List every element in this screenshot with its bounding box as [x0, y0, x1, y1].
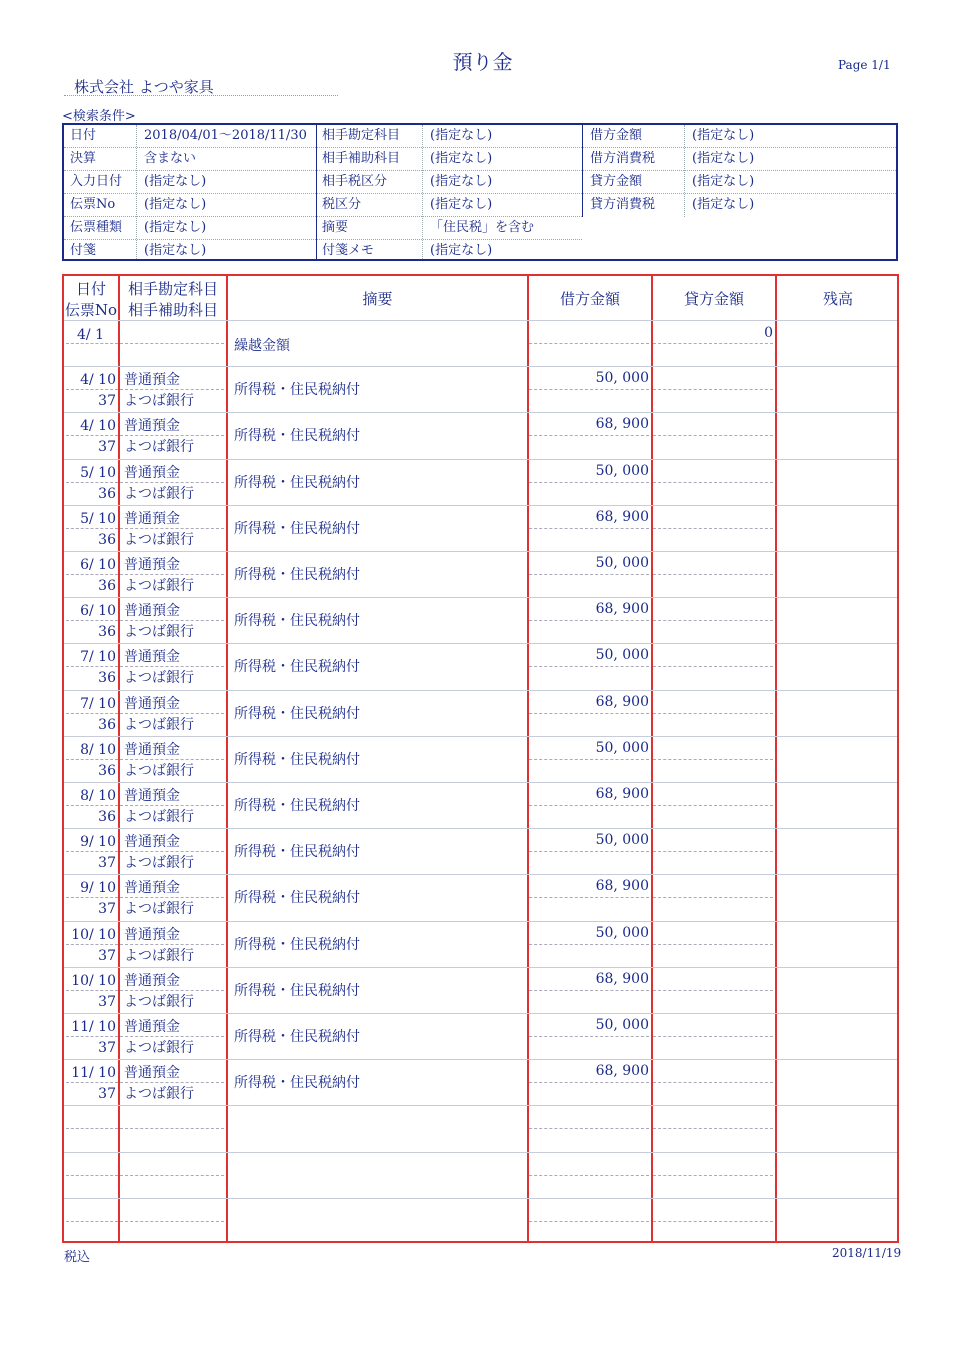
row-date: 8/ 10 [80, 788, 116, 804]
ledger-row-line [64, 1152, 897, 1153]
condition-label: 貸方消費税 [590, 197, 656, 212]
condition-label: 決算 [70, 151, 97, 166]
row-counter-sub-account: よつば銀行 [124, 1040, 194, 1056]
row-debit: 68, 900 [595, 508, 649, 525]
row-counter-account: 普通預金 [124, 880, 180, 897]
row-counter-sub-account: よつば銀行 [124, 762, 194, 779]
ledger-mid-dash [529, 343, 649, 344]
row-summary: 所得税・住民税納付 [234, 1029, 360, 1045]
ledger-mid-dash [653, 897, 773, 898]
row-counter-sub-account: よつば銀行 [124, 624, 194, 641]
ledger-mid-dash [529, 990, 649, 991]
condition-value: (指定なし) [430, 197, 493, 212]
row-summary: 所得税・住民税納付 [234, 520, 360, 537]
row-date: 11/ 10 [71, 1065, 116, 1082]
row-debit: 50, 000 [595, 924, 649, 941]
row-counter-account: 普通預金 [124, 649, 180, 666]
row-summary: 所得税・住民税納付 [234, 613, 360, 630]
ledger-mid-dash [653, 666, 773, 667]
ledger-mid-dash [653, 389, 773, 390]
ledger-mid-dash [529, 482, 649, 483]
row-debit: 50, 000 [595, 832, 649, 849]
ledger-mid-dash [653, 1036, 773, 1037]
ledger-mid-dash [529, 435, 649, 436]
row-summary: 所得税・住民税納付 [234, 428, 360, 445]
ledger-mid-dash [529, 713, 649, 714]
row-counter-account: 普通預金 [124, 834, 180, 851]
row-voucher-no: 37 [98, 947, 116, 964]
ledger-mid-dash [529, 666, 649, 667]
row-voucher-no: 36 [98, 670, 116, 687]
row-voucher-no: 37 [98, 993, 116, 1010]
row-voucher-no: 36 [98, 716, 116, 733]
ledger-mid-dash [653, 528, 773, 529]
ledger-table [62, 274, 899, 1243]
ledger-row-line [64, 1198, 897, 1199]
row-voucher-no: 36 [98, 809, 116, 825]
row-summary: 所得税・住民税納付 [234, 659, 360, 676]
condition-value: (指定なし) [430, 174, 493, 189]
ledger-mid-dash [529, 944, 649, 945]
ledger-mid-dash [529, 1036, 649, 1037]
search-conditions-box [62, 123, 898, 261]
condition-value: (指定なし) [144, 220, 207, 235]
header-summary: 摘要 [362, 290, 393, 308]
ledger-mid-dash [66, 1175, 118, 1176]
row-voucher-no: 36 [98, 531, 116, 548]
ledger-col-divider [775, 276, 777, 1241]
row-date: 6/ 10 [80, 603, 116, 620]
company-name: 株式会社 よつや家具 [74, 78, 214, 96]
ledger-mid-dash [529, 1128, 649, 1129]
ledger-mid-dash [66, 1128, 118, 1129]
ledger-mid-dash [529, 528, 649, 529]
condition-label: 相手補助科目 [322, 151, 401, 166]
ledger-col-divider [226, 276, 228, 1241]
row-date: 11/ 10 [71, 1019, 116, 1035]
header-date: 日付 [75, 280, 106, 298]
row-date: 5/ 10 [80, 510, 116, 527]
condition-value: (指定なし) [692, 151, 755, 166]
ledger-mid-dash [653, 759, 773, 760]
row-counter-sub-account: よつば銀行 [124, 485, 194, 502]
row-counter-account: 普通預金 [124, 1065, 180, 1082]
row-voucher-no: 37 [98, 439, 116, 456]
ledger-row-line [64, 1059, 897, 1060]
condition-value: (指定なし) [692, 197, 755, 212]
ledger-mid-dash [653, 1221, 773, 1222]
row-voucher-no: 36 [98, 624, 116, 641]
ledger-row-line [64, 921, 897, 922]
row-date: 9/ 10 [80, 880, 116, 897]
row-counter-account: 普通預金 [124, 603, 180, 620]
condition-value: (指定なし) [692, 128, 755, 143]
row-date: 4/ 10 [80, 372, 116, 389]
row-counter-sub-account: よつば銀行 [124, 993, 194, 1010]
ledger-row-line [64, 967, 897, 968]
condition-value: 2018/04/01～2018/11/30 [144, 128, 307, 143]
row-voucher-no: 37 [98, 1040, 116, 1056]
row-debit: 68, 900 [595, 786, 649, 802]
row-voucher-no: 37 [98, 901, 116, 918]
company-underline [64, 95, 338, 96]
condition-value: (指定なし) [144, 243, 207, 258]
row-summary: 所得税・住民税納付 [234, 567, 360, 583]
ledger-row-line [64, 505, 897, 506]
ledger-mid-dash [529, 759, 649, 760]
row-date: 7/ 10 [80, 695, 116, 712]
condition-label: 相手税区分 [322, 174, 388, 189]
row-debit: 50, 000 [595, 370, 649, 387]
row-debit: 68, 900 [595, 693, 649, 710]
ledger-mid-dash [66, 1221, 118, 1222]
row-debit: 50, 000 [595, 462, 649, 479]
ledger-mid-dash [653, 851, 773, 852]
row-counter-sub-account: よつば銀行 [124, 809, 194, 825]
condition-label: 伝票種類 [70, 220, 123, 235]
row-counter-sub-account: よつば銀行 [124, 578, 194, 594]
ledger-mid-dash [653, 343, 773, 344]
ledger-mid-dash [529, 897, 649, 898]
ledger-mid-dash [529, 805, 649, 806]
carryover-date: 4/ 1 [77, 327, 104, 343]
ledger-mid-dash [529, 574, 649, 575]
row-counter-account: 普通預金 [124, 972, 180, 989]
ledger-mid-dash [120, 343, 224, 344]
carryover-credit: 0 [764, 325, 773, 341]
ledger-mid-dash [653, 435, 773, 436]
condition-label: 日付 [70, 128, 97, 143]
row-debit: 50, 000 [595, 1017, 649, 1033]
row-date: 10/ 10 [71, 926, 116, 943]
condition-label: 摘要 [322, 220, 349, 235]
row-counter-sub-account: よつば銀行 [124, 1086, 194, 1103]
row-counter-sub-account: よつば銀行 [124, 439, 194, 456]
row-debit: 68, 900 [595, 1063, 649, 1080]
ledger-row-line [64, 1013, 897, 1014]
ledger-row-line [64, 736, 897, 737]
row-date: 5/ 10 [80, 464, 116, 481]
ledger-mid-dash [529, 1221, 649, 1222]
header-debit: 借方金額 [559, 290, 620, 308]
row-counter-account: 普通預金 [124, 372, 180, 389]
ledger-mid-dash [653, 482, 773, 483]
row-summary: 所得税・住民税納付 [234, 890, 360, 907]
header-counter-account: 相手勘定科目 [127, 280, 218, 298]
ledger-mid-dash [653, 713, 773, 714]
header-counter-sub-account: 相手補助科目 [127, 301, 218, 319]
ledger-row-line [64, 366, 897, 367]
row-counter-sub-account: よつば銀行 [124, 901, 194, 918]
ledger-mid-dash [653, 805, 773, 806]
row-summary: 所得税・住民税納付 [234, 1075, 360, 1092]
row-summary: 所得税・住民税納付 [234, 936, 360, 953]
condition-label: 借方消費税 [590, 151, 656, 166]
ledger-mid-dash [653, 620, 773, 621]
condition-label: 伝票No [70, 197, 116, 212]
row-counter-account: 普通預金 [124, 788, 180, 804]
row-summary: 所得税・住民税納付 [234, 382, 360, 399]
ledger-row-line [64, 597, 897, 598]
ledger-mid-dash [653, 1082, 773, 1083]
condition-value: (指定なし) [430, 151, 493, 166]
row-counter-sub-account: よつば銀行 [124, 393, 194, 410]
row-voucher-no: 37 [98, 393, 116, 410]
condition-value: (指定なし) [144, 174, 207, 189]
ledger-row-line [64, 828, 897, 829]
row-summary: 所得税・住民税納付 [234, 798, 360, 814]
row-debit: 50, 000 [595, 739, 649, 756]
ledger-mid-dash [653, 990, 773, 991]
row-date: 10/ 10 [71, 972, 116, 989]
report-title: 預り金 [452, 50, 513, 74]
row-summary: 所得税・住民税納付 [234, 705, 360, 722]
ledger-mid-dash [653, 574, 773, 575]
row-counter-sub-account: よつば銀行 [124, 947, 194, 964]
row-date: 6/ 10 [80, 557, 116, 573]
row-counter-account: 普通預金 [124, 741, 180, 758]
ledger-mid-dash [529, 1082, 649, 1083]
ledger-mid-dash [529, 389, 649, 390]
row-voucher-no: 37 [98, 855, 116, 872]
conditions-divider [582, 125, 583, 217]
row-counter-account: 普通預金 [124, 418, 180, 435]
row-summary: 所得税・住民税納付 [234, 844, 360, 861]
row-summary: 所得税・住民税納付 [234, 751, 360, 768]
ledger-mid-dash [653, 1128, 773, 1129]
row-date: 9/ 10 [80, 834, 116, 851]
ledger-row-line [64, 1105, 897, 1106]
row-counter-account: 普通預金 [124, 510, 180, 527]
row-debit: 50, 000 [595, 555, 649, 571]
ledger-mid-dash [653, 1175, 773, 1176]
row-counter-account: 普通預金 [124, 464, 180, 481]
header-row-line [64, 320, 897, 321]
condition-label: 入力日付 [70, 174, 123, 189]
ledger-mid-dash [529, 851, 649, 852]
row-summary: 所得税・住民税納付 [234, 982, 360, 999]
condition-label: 税区分 [322, 197, 362, 212]
condition-value: (指定なし) [692, 174, 755, 189]
condition-value: (指定なし) [430, 243, 493, 258]
row-counter-sub-account: よつば銀行 [124, 855, 194, 872]
ledger-row-line [64, 643, 897, 644]
condition-value: (指定なし) [430, 128, 493, 143]
condition-value: (指定なし) [144, 197, 207, 212]
row-counter-sub-account: よつば銀行 [124, 716, 194, 733]
condition-label: 付箋メモ [322, 243, 375, 258]
row-debit: 50, 000 [595, 647, 649, 664]
row-summary: 所得税・住民税納付 [234, 474, 360, 491]
row-voucher-no: 37 [98, 1086, 116, 1103]
condition-label: 相手勘定科目 [322, 128, 401, 143]
footer-tax-note: 税込 [64, 1250, 91, 1265]
row-debit: 68, 900 [595, 878, 649, 895]
row-counter-sub-account: よつば銀行 [124, 670, 194, 687]
page-number: Page 1/1 [838, 58, 891, 72]
ledger-row-line [64, 412, 897, 413]
condition-value: 「住民税」を含む [430, 220, 535, 235]
row-date: 7/ 10 [80, 649, 116, 666]
ledger-row-line [64, 782, 897, 783]
header-voucher-no: 伝票No [64, 301, 118, 319]
ledger-row-line [64, 690, 897, 691]
row-counter-account: 普通預金 [124, 695, 180, 712]
ledger-mid-dash [529, 1175, 649, 1176]
row-date: 8/ 10 [80, 741, 116, 758]
ledger-row-line [64, 459, 897, 460]
header-credit: 貸方金額 [683, 290, 744, 308]
row-voucher-no: 36 [98, 578, 116, 594]
condition-label: 借方金額 [590, 128, 643, 143]
condition-value: 含まない [144, 151, 197, 166]
ledger-row-line [64, 874, 897, 875]
header-balance: 残高 [822, 290, 853, 308]
ledger-row-line [64, 551, 897, 552]
row-debit: 68, 900 [595, 970, 649, 987]
row-debit: 68, 900 [595, 416, 649, 433]
row-debit: 68, 900 [595, 601, 649, 618]
row-voucher-no: 36 [98, 762, 116, 779]
ledger-mid-dash [120, 1128, 224, 1129]
footer-print-date: 2018/11/19 [832, 1246, 902, 1260]
row-counter-account: 普通預金 [124, 557, 180, 573]
ledger-mid-dash [653, 944, 773, 945]
row-counter-account: 普通預金 [124, 926, 180, 943]
carryover-summary: 繰越金額 [234, 338, 290, 354]
ledger-mid-dash [120, 1175, 224, 1176]
row-voucher-no: 36 [98, 485, 116, 502]
search-conditions-label: <検索条件> [62, 109, 136, 124]
ledger-mid-dash [529, 620, 649, 621]
row-counter-sub-account: よつば銀行 [124, 531, 194, 548]
ledger-mid-dash [120, 1221, 224, 1222]
conditions-dotted-divider [684, 125, 685, 217]
row-date: 4/ 10 [80, 418, 116, 435]
condition-label: 貸方金額 [590, 174, 643, 189]
condition-label: 付箋 [70, 243, 97, 258]
row-counter-account: 普通預金 [124, 1019, 180, 1035]
